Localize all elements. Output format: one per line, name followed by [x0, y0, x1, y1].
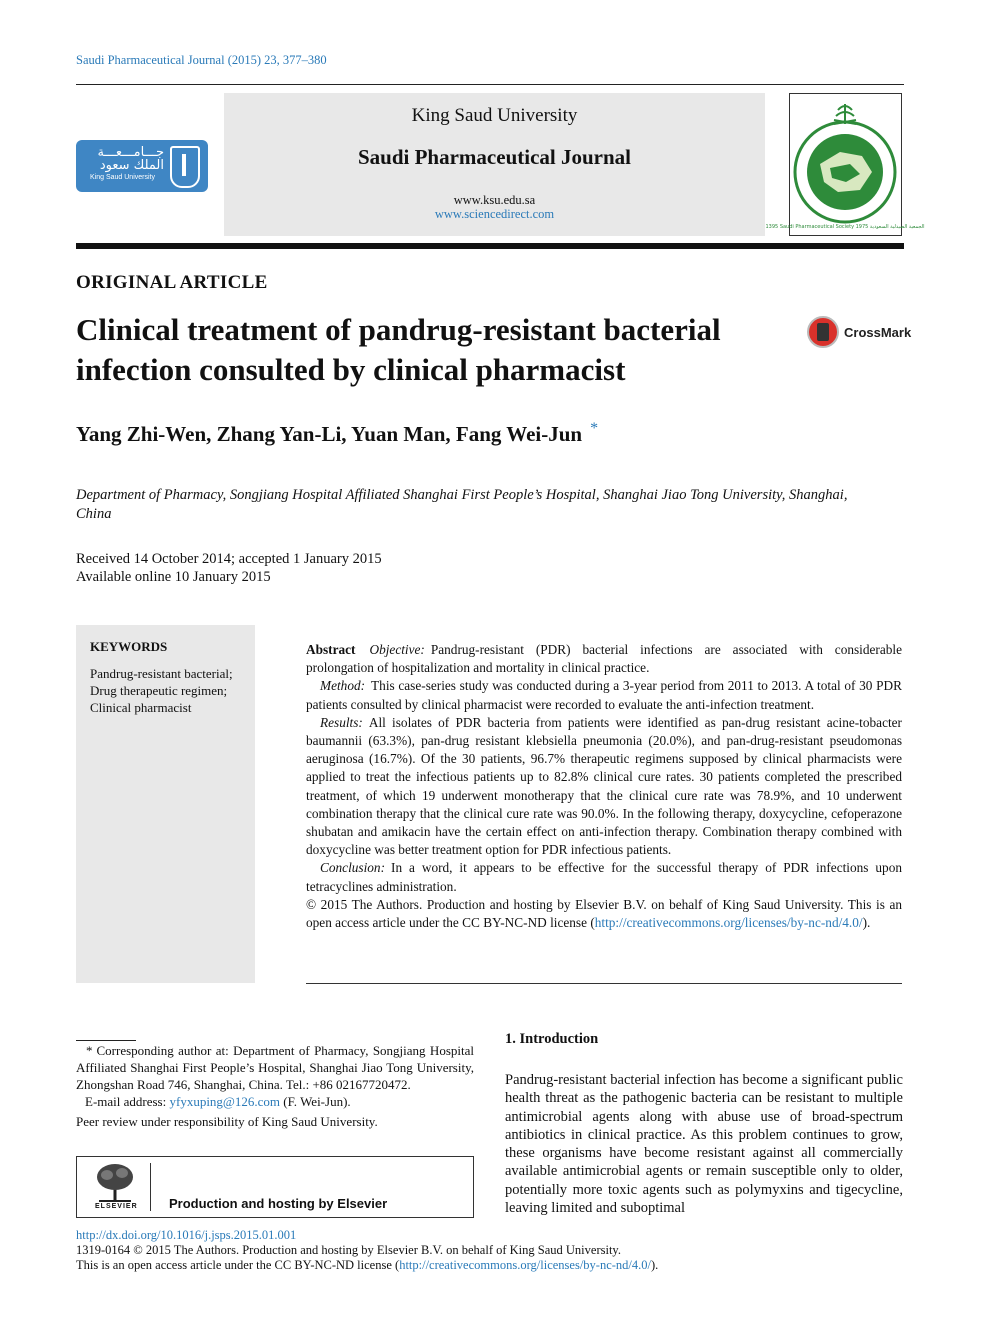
introduction-heading: 1. Introduction: [505, 1031, 599, 1047]
elsevier-text: Production and hosting by Elsevier: [169, 1196, 388, 1211]
keyword-item: Drug therapeutic regimen;: [90, 683, 228, 698]
abstract-label: Abstract: [306, 642, 356, 657]
journal-citation[interactable]: Saudi Pharmaceutical Journal (2015) 23, 377–380: [76, 53, 327, 67]
introduction-body: Pandrug-resistant bacterial infection has become a significant public health threat as the pathogenic bacteria can be resistant to multiple antimicrobial agents along with abuse use of broad-spectrum antibiotics in clinical practice. As this problem continues to grow, these organisms have become resistant against all commercially available antimicrobial agents or remain susceptible only to older, potentially more toxic agents such as polymyxins and tigecycline, leaving limited and suboptimal: [505, 1072, 903, 1217]
peer-review-note: Peer review under responsibility of King Saud University.: [76, 1114, 378, 1129]
journal-name: Saudi Pharmaceutical Journal: [357, 145, 631, 169]
doi-link[interactable]: http://dx.doi.org/10.1016/j.jsps.2015.01.001: [76, 1228, 297, 1242]
elsevier-name: ELSEVIER: [95, 1203, 138, 1210]
footer-license-prefix: This is an open access article under the CC BY-NC-ND license (: [76, 1258, 400, 1272]
footnote-star: *: [86, 1043, 93, 1058]
results-text: All isolates of PDR bacteria from patients were identified as pan-drug resistant acine-tobacter baumannii (63.3%), pan-drug resistant klebsiella pneumonia (20.0%), and pan-drug-resistant pseudomonas aeruginosa (16.7%). Of the 30 patients, 96.7% therapeutic regimens supposed by clinical pharmacists were applied to treat the infectious patients up to 82.8% clinical cure rates. 30 patients completed the prescribed treatment, of which 19 underwent monotherapy that the clinical cure rate was 78.9%, and 10 underwent combination therapy that the clinical cure rate was 90.0%. In the following therapy, doxycycline, cefoperazone shubatan and amikacin have the certain effect on anti-infection therapy. Combination therapy combined with doxycycline was better treatment option for PDR infectious patients.: [306, 714, 902, 858]
elsevier-divider: [150, 1163, 151, 1211]
email-suffix: (F. Wei-Jun).: [283, 1094, 351, 1109]
sps-logo-ring-text: 1395 Saudi Pharmaceutical Society 1975 الجمعية الصيدلية السعودية: [765, 224, 925, 230]
abstract-objective: [306, 641, 902, 677]
sps-emblem-icon: [765, 94, 925, 235]
issn-line: 1319-0164 © 2015 The Authors. Production and hosting by Elsevier B.V. on behalf of King Saud University.: [76, 1243, 621, 1257]
header-rule: [76, 84, 904, 85]
keyword-item: Clinical pharmacist: [90, 700, 192, 715]
abstract: [306, 641, 902, 932]
ksu-logo-arabic: جـــامـــعـــة الملك سعود: [97, 145, 164, 173]
abstract-copyright: [306, 896, 902, 932]
page-footer: [76, 1228, 658, 1273]
conclusion-label: Conclusion:: [320, 860, 386, 876]
footnote-rule: [76, 1040, 136, 1041]
keywords-heading: KEYWORDS: [90, 639, 168, 654]
article-type: ORIGINAL ARTICLE: [76, 272, 268, 293]
ksu-logo: [76, 140, 208, 192]
method-label: Method:: [320, 678, 366, 694]
university-url[interactable]: www.ksu.edu.sa: [453, 193, 536, 207]
crossmark-label[interactable]: CrossMark: [844, 325, 912, 340]
crossmark-icon[interactable]: [807, 316, 839, 348]
corresponding-mark[interactable]: *: [590, 420, 599, 437]
affiliation: Department of Pharmacy, Songjiang Hospital Affiliated Shanghai First People’s Hospital, Shanghai Jiao Tong University, Shanghai, China: [76, 487, 848, 522]
author-list: [76, 420, 598, 447]
keywords-panel: [76, 625, 255, 983]
abstract-rule: [306, 983, 902, 984]
crossmark-badge[interactable]: [807, 316, 912, 352]
header-thick-rule: [76, 243, 904, 249]
footer-license: [76, 1258, 658, 1273]
elsevier-tree-icon: [93, 1161, 137, 1205]
copyright-text: © 2015 The Authors. Production and hosting by Elsevier B.V. on behalf of King Saud University. This is an open access article under the CC BY-NC-ND license (: [306, 896, 902, 931]
footer-license-suffix: ).: [650, 1258, 659, 1272]
license-link[interactable]: http://creativecommons.org/licenses/by-nc-nd/4.0/: [594, 915, 863, 931]
authors-text: Yang Zhi-Wen, Zhang Yan-Li, Yuan Man, Fang Wei-Jun: [76, 422, 583, 446]
email-note: [76, 1093, 474, 1110]
elsevier-banner: [76, 1156, 474, 1218]
abstract-method: [306, 677, 902, 713]
method-text: This case-series study was conducted during a 3-year period from 2011 to 2013. A total of 30 PDR patients consulted by clinical pharmacist were recorded to evaluate the anti-infection treatment.: [306, 678, 902, 712]
conclusion-text: In a word, it appears to be effective for the successful therapy of PDR infections upon tetracyclines administration.: [306, 860, 902, 894]
university-name: King Saud University: [411, 105, 578, 126]
footnotes: [76, 1042, 474, 1130]
article-dates: [76, 550, 382, 586]
palm-shield-icon: [170, 146, 200, 188]
keyword-item: Pandrug-resistant bacterial;: [90, 666, 233, 681]
footer-license-link[interactable]: http://creativecommons.org/licenses/by-nc-nd/4.0/: [399, 1258, 651, 1272]
corresponding-author-note: [76, 1042, 474, 1093]
abstract-conclusion: [306, 859, 902, 895]
abstract-results: [306, 714, 902, 860]
received-date: Received 14 October 2014; accepted 1 January 2015: [76, 551, 382, 567]
sps-logo: [765, 93, 925, 236]
ksu-logo-english: King Saud University: [90, 174, 155, 181]
sciencedirect-url[interactable]: www.sciencedirect.com: [434, 207, 555, 221]
corresponding-text: Corresponding author at: Department of Pharmacy, Songjiang Hospital Affiliated Shanghai First People’s Hospital, Shanghai Jiao Tong University, Zhongshan Road 746, Shanghai, China. Tel.: +86 02167720472.: [76, 1043, 474, 1092]
objective-text: Pandrug-resistant (PDR) bacterial infections are associated with considerable prolongation of hospitalization and mortality in clinical practice.: [306, 642, 902, 676]
objective-label: Objective:: [369, 642, 425, 657]
article-title: Clinical treatment of pandrug-resistant bacterial infection consulted by clinical pharmacist: [76, 312, 721, 387]
keywords-list: [90, 665, 233, 716]
journal-banner: [224, 93, 765, 236]
online-date: Available online 10 January 2015: [76, 569, 271, 585]
copyright-end: ).: [862, 915, 871, 931]
email-link[interactable]: yfyxuping@126.com: [169, 1094, 281, 1109]
email-label: E-mail address:: [85, 1094, 167, 1109]
results-label: Results:: [320, 714, 363, 730]
